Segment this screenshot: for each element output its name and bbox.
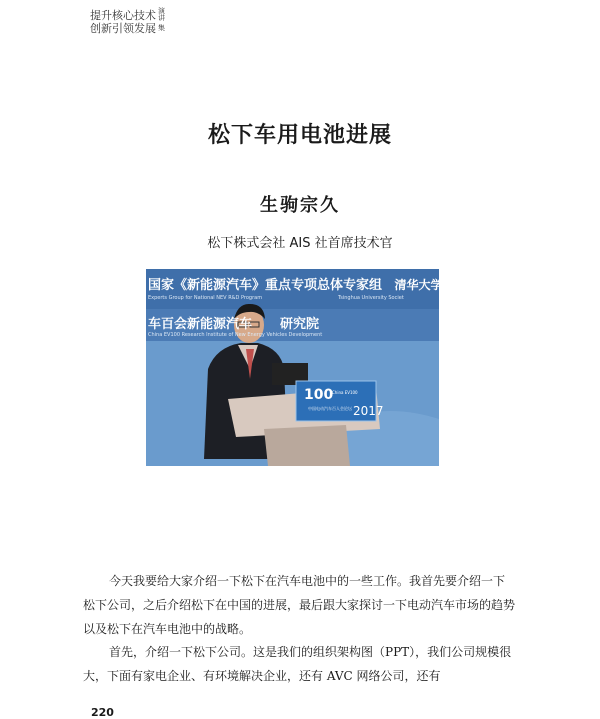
header-line2: 创新引领发展: [90, 22, 156, 35]
paragraph-2: 首先，介绍一下松下公司。这是我们的组织架构图（PPT），我们公司规模很大，下面有家电企业、有环境解决企业，还有 AVC 网络公司，还有: [83, 645, 512, 683]
banner-expert-group: 国家《新能源汽车》重点专项总体专家组: [148, 278, 383, 293]
page-number: 220: [91, 706, 114, 719]
banner-ev100: 车百会新能源汽车: [148, 317, 253, 332]
banner-tsinghua: 清华大学: [394, 278, 443, 292]
podium-logo-caption: China EV100: [332, 390, 358, 395]
banner2-subtitle-en: China EV100 Research Institute of New Energy Vehicles Development: [148, 332, 323, 338]
podium-year: 2017: [353, 404, 384, 418]
banner-ev100-tail: 研究院: [280, 317, 320, 332]
banner-subtitle-en: Experts Group for National NEV R&D Program: [148, 295, 263, 301]
article-title: 松下车用电池进展: [207, 123, 392, 148]
header-line1: 提升核心技术: [90, 8, 156, 22]
header-tag1: 演讲: [158, 7, 165, 22]
photo-banner-second: [146, 313, 319, 332]
header-tag2: 集: [158, 24, 165, 32]
podium-forum-name: 中国电动汽车百人会论坛: [308, 406, 352, 411]
paragraph-1: 今天我要给大家介绍一下松下在汽车电池中的一些工作。我首先要介绍一下松下公司，之后介绍松下在中国的进展，最后跟大家探讨一下电动汽车市场的趋势以及松下在汽车电池中的战略。: [83, 574, 516, 636]
running-header: [90, 8, 168, 35]
author-name: 生驹宗久: [260, 195, 340, 216]
banner-subtitle-en-2: Tsinghua University Societ: [338, 295, 404, 301]
author-affiliation: 松下株式会社 AIS 社首席技术官: [207, 236, 393, 251]
banner-cut-text: 中: [456, 278, 470, 293]
speaker-photo: [146, 269, 470, 466]
photo-banner-top: [146, 274, 470, 293]
podium-logo-100: 100: [304, 387, 334, 403]
